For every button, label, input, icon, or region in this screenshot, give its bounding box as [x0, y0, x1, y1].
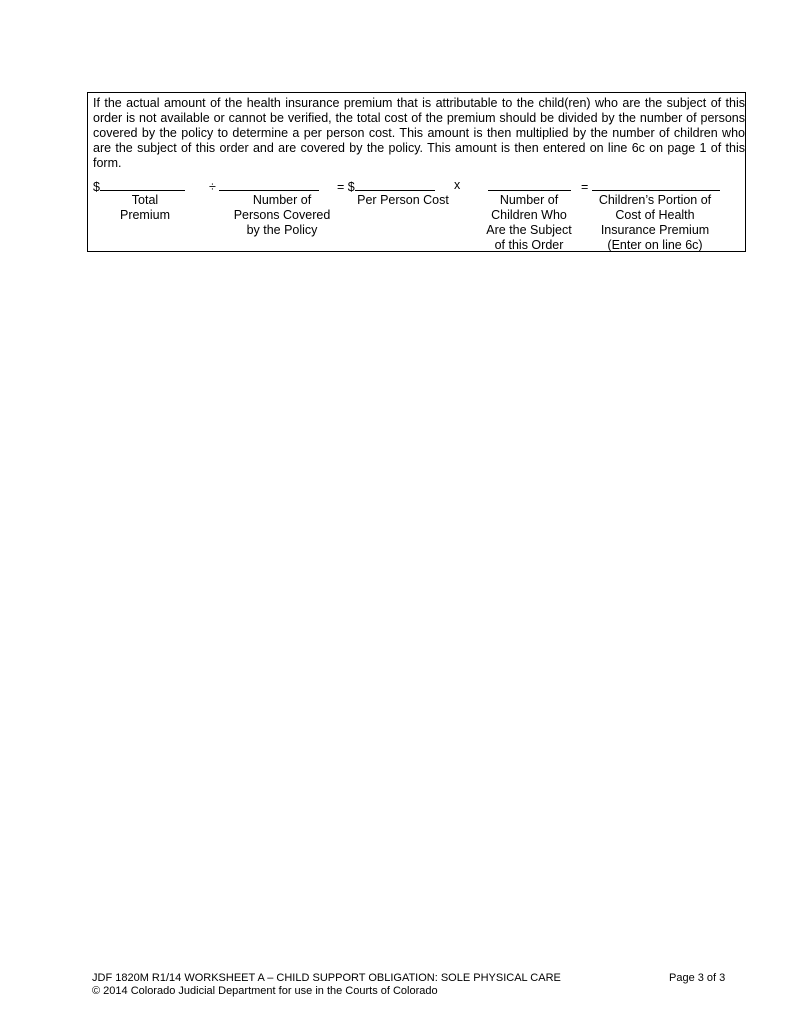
childrens-portion-label: Children’s Portion of Cost of Health Insurance Premium (Enter on line 6c)	[598, 193, 712, 252]
footer-copyright: © 2014 Colorado Judicial Department for use in the Courts of Colorado	[92, 985, 438, 997]
equals-dollar-sign: = $	[337, 180, 355, 194]
childrens-portion-blank[interactable]	[592, 178, 720, 191]
children-subject-label: Number of Children Who Are the Subject of this Order	[486, 193, 572, 252]
total-premium-blank[interactable]	[100, 178, 185, 191]
dollar-sign: $	[93, 180, 100, 194]
footer-form-id: JDF 1820M R1/14 WORKSHEET A – CHILD SUPPORT OBLIGATION: SOLE PHYSICAL CARE	[92, 972, 561, 984]
persons-covered-label: Number of Persons Covered by the Policy	[233, 193, 331, 237]
footer-page-number: Page 3 of 3	[669, 972, 726, 984]
premium-worksheet-box	[87, 92, 746, 252]
divide-sign: ÷	[209, 180, 216, 194]
instructions-paragraph: If the actual amount of the health insurance premium that is attributable to the child(ren) who are the subject of this order is not available or cannot be verified, the total cost of the premium should be divided by the number of persons covered by the policy to determine a per person cost. This amount is then multiplied by the number of children who are the subject of this order and are covered by the policy. This amount is then entered on line 6c on page 1 of this form.	[93, 96, 745, 170]
total-premium-label: Total Premium	[119, 193, 170, 222]
per-person-cost-label: Per Person Cost	[357, 193, 449, 207]
per-person-cost-blank[interactable]	[355, 178, 435, 191]
equals-sign: =	[581, 180, 589, 194]
children-subject-blank[interactable]	[488, 178, 571, 191]
times-sign: x	[454, 178, 461, 192]
persons-covered-blank[interactable]	[219, 178, 319, 191]
